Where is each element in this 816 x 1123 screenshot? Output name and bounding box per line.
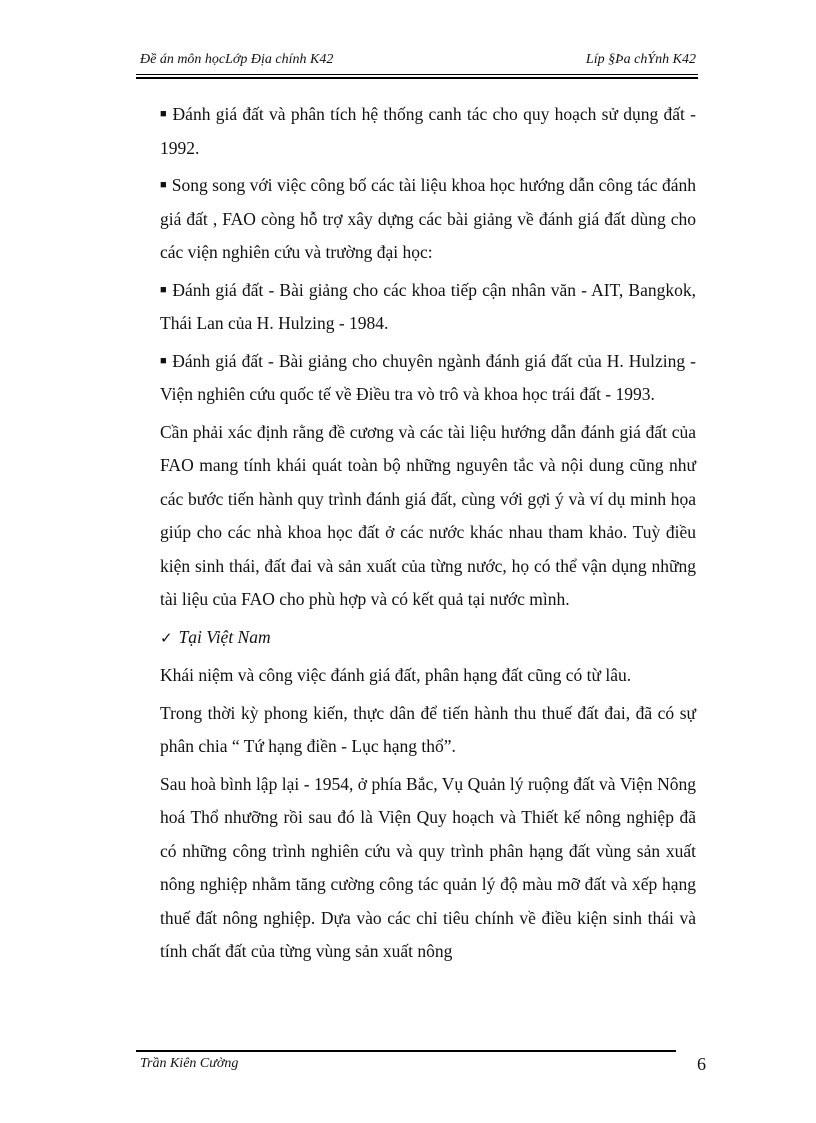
header-class-name: Líp §Þa chÝnh K42 <box>585 52 696 67</box>
body-paragraph: Cần phải xác định rằng đề cương và các tài liệu hướng dẫn đánh giá đất của FAO mang tính khái quát toàn bộ những nguyên tắc và nội dung cũng như các bước tiến hành quy trình đánh giá đất, cùng với gợi ý và ví dụ minh họa giúp cho các nhà khoa học đất ở các nước khác nhau tham khảo. Tuỳ điều kiện sinh thái, đất đai và sản xuất của từng nước, họ có thể vận dụng những tài liệu của FAO cho phù hợp và có kết quả tại nước mình. <box>160 421 696 609</box>
page-header <box>136 50 698 72</box>
square-bullet-icon: ■ <box>160 354 168 367</box>
square-bullet-icon: ■ <box>160 179 167 191</box>
body-paragraph: Trong thời kỳ phong kiến, thực dân để tiến hành thu thuế đất đai, đã có sự phân chia “ Tứ hạng điền - Lục hạng thổ”. <box>160 702 696 756</box>
header-divider <box>136 74 698 79</box>
footer-author: Trần Kiên Cường <box>140 1056 239 1071</box>
bullet-paragraph: ■ Đánh giá đất - Bài giảng cho các khoa tiếp cận nhân văn - AIT, Bangkok, Thái Lan của H. Hulzing - 1984. <box>160 279 696 333</box>
bullet-paragraph: ■ Đánh giá đất - Bài giảng cho chuyên ngành đánh giá đất của H. Hulzing - Viện nghiên cứu quốc tế về Điều tra vò trô và khoa học trái đất - 1993. <box>160 350 696 404</box>
footer-divider <box>136 1050 676 1052</box>
checkmark-icon: ✓ <box>160 628 173 647</box>
document-body <box>160 98 696 973</box>
square-bullet-icon: ■ <box>160 283 168 296</box>
bullet-paragraph: ■ Song song với việc công bố các tài liệu khoa học hướng dẫn công tác đánh giá đất , FAO còng hỗ trợ xây dựng các bài giảng về đánh giá đất dùng cho các viện nghiên cứu và trường đại học: <box>160 175 696 262</box>
bullet-paragraph: ■ Đánh giá đất và phân tích hệ thống canh tác cho quy hoạch sử dụng đất - 1992. <box>160 104 696 158</box>
body-paragraph: Khái niệm và công việc đánh giá đất, phân hạng đất cũng có từ lâu. <box>160 665 632 685</box>
square-bullet-icon: ■ <box>160 108 168 120</box>
section-subheading: ✓ Tại Việt Nam <box>160 626 271 647</box>
page-footer <box>136 1054 706 1076</box>
body-paragraph: Sau hoà bình lập lại - 1954, ở phía Bắc, Vụ Quản lý ruộng đất và Viện Nông hoá Thổ nhưỡng rồi sau đó là Viện Quy hoạch và Thiết kế nông nghiệp đã có những công trình nghiên cứu và quy trình phân hạng đất vùng sản xuất nông nghiệp nhằm tăng cường công tác quản lý độ màu mỡ đất và xếp hạng thuế đất nông nghiệp. Dựa vào các chỉ tiêu chính về điều kiện sinh thái và tính chất đất của từng vùng sản xuất nông <box>160 773 696 961</box>
header-course-title: Đề án môn họcLớp Địa chính K42 <box>140 52 334 67</box>
page-number: 6 <box>697 1054 706 1074</box>
